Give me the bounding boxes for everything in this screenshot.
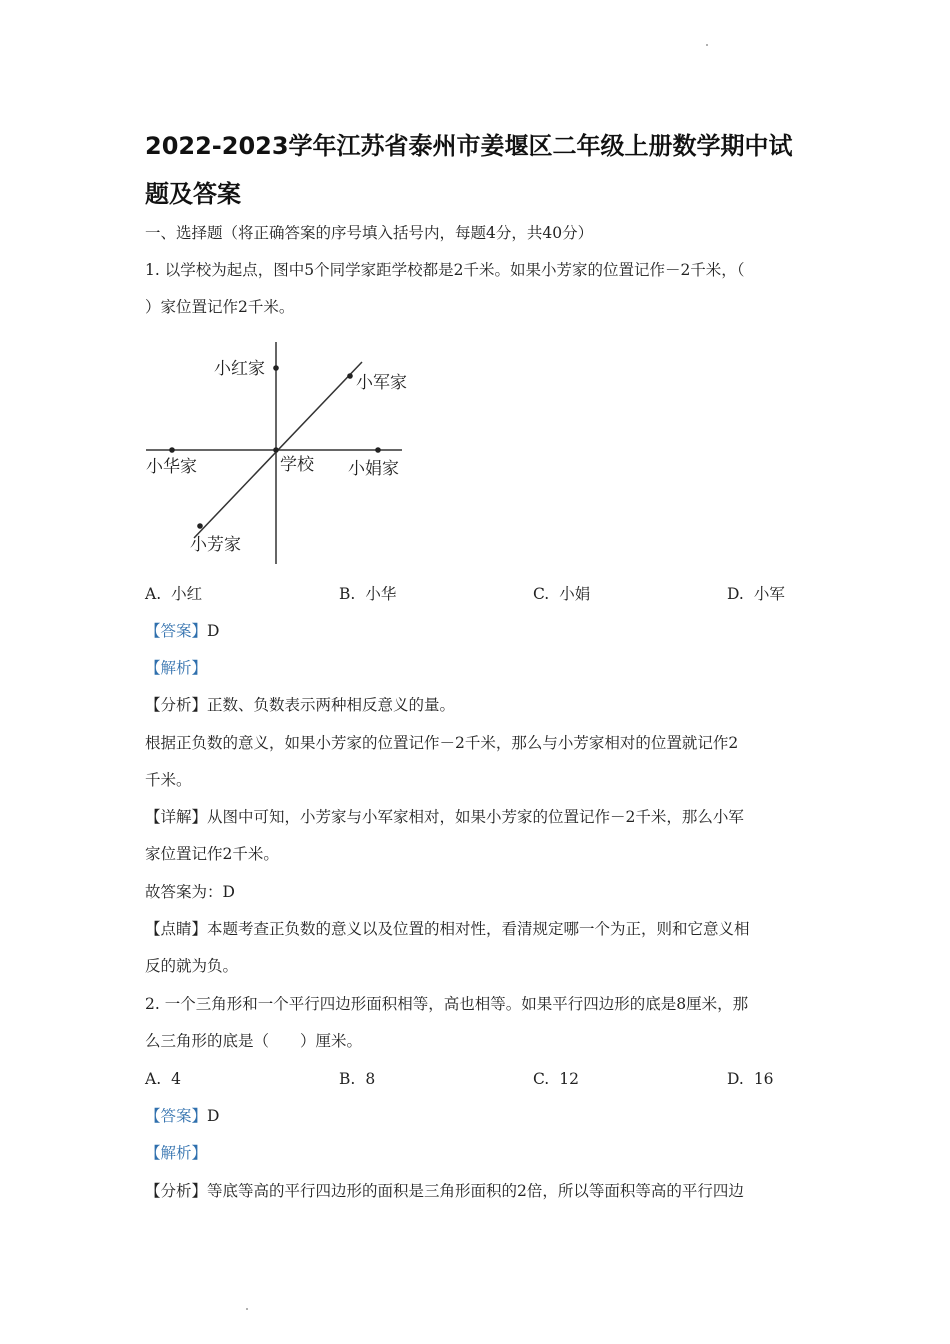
q1-option-d: D. 小军 [727,585,785,603]
point-xiaojuan [375,447,381,453]
page-title: 2022-2023学年江苏省泰州市姜堰区二年级上册数学期中试题及答案 [145,132,793,208]
label-school: 学校 [280,455,314,475]
label-xiaohua: 小华家 [146,457,197,477]
question-1-text-cont: ）家位置记作2千米。 [145,298,295,316]
question-2-text: 2. 一个三角形和一个平行四边形面积相等，高也相等。如果平行四边形的底是8厘米，那 [145,995,749,1013]
scan-speck [246,1308,248,1310]
answer-tag: 【答案】 [145,1107,208,1125]
dianjing-tag: 【点睛】 [145,920,208,938]
answer-tag: 【答案】 [145,622,208,640]
q2-option-d: D. 16 [727,1070,774,1088]
q2-option-a: A. 4 [145,1070,181,1088]
label-xiaofang: 小芳家 [190,535,241,555]
q1-conclusion: 故答案为：D [145,883,235,901]
section-heading: 一、选择题（将正确答案的序号填入括号内，每题4分，共40分） [145,224,594,242]
q1-option-b: B. 小华 [339,585,397,603]
q1-option-c: C. 小娟 [533,585,591,603]
label-xiaojun: 小军家 [356,373,407,393]
point-school [273,447,279,453]
label-xiaohong: 小红家 [214,359,265,379]
point-xiaofang [197,523,203,529]
q1-xiangjie-cont: 家位置记作2千米。 [145,845,279,863]
q1-paragraph-cont: 千米。 [145,771,192,789]
question-2-text-cont: 么三角形的底是（ ）厘米。 [145,1032,363,1050]
q1-option-a: A. 小红 [145,585,203,603]
label-xiaojuan: 小娟家 [348,459,399,479]
q2-answer: 【答案】D [145,1107,220,1125]
xiangjie-tag: 【详解】 [145,808,208,826]
question-1-text: 1. 以学校为起点，图中5个同学家距学校都是2千米。如果小芳家的位置记作－2千米，（ [145,261,745,279]
q2-fenxi: 【分析】等底等高的平行四边形的面积是三角形面积的2倍，所以等面积等高的平行四边 [145,1182,744,1200]
q2-analysis-tag: 【解析】 [145,1144,208,1162]
scan-speck [706,44,708,46]
position-diagram [140,338,410,568]
q1-fenxi: 【分析】正数、负数表示两种相反意义的量。 [145,696,456,714]
q2-option-b: B. 8 [339,1070,376,1088]
point-xiaohong [273,365,279,371]
q1-answer: 【答案】D [145,622,220,640]
fenxi-tag: 【分析】 [145,696,208,714]
q1-dianjing-cont: 反的就为负。 [145,957,239,975]
q1-xiangjie: 【详解】从图中可知，小芳家与小军家相对，如果小芳家的位置记作－2千米，那么小军 [145,808,744,826]
q2-option-c: C. 12 [533,1070,579,1088]
q1-dianjing: 【点睛】本题考查正负数的意义以及位置的相对性，看清规定哪一个为正，则和它意义相 [145,920,750,938]
point-xiaojun [347,373,353,379]
q1-paragraph: 根据正负数的意义，如果小芳家的位置记作－2千米，那么与小芳家相对的位置就记作2 [145,734,739,752]
q1-analysis-tag: 【解析】 [145,659,208,677]
fenxi-tag: 【分析】 [145,1182,208,1200]
point-xiaohua [169,447,175,453]
